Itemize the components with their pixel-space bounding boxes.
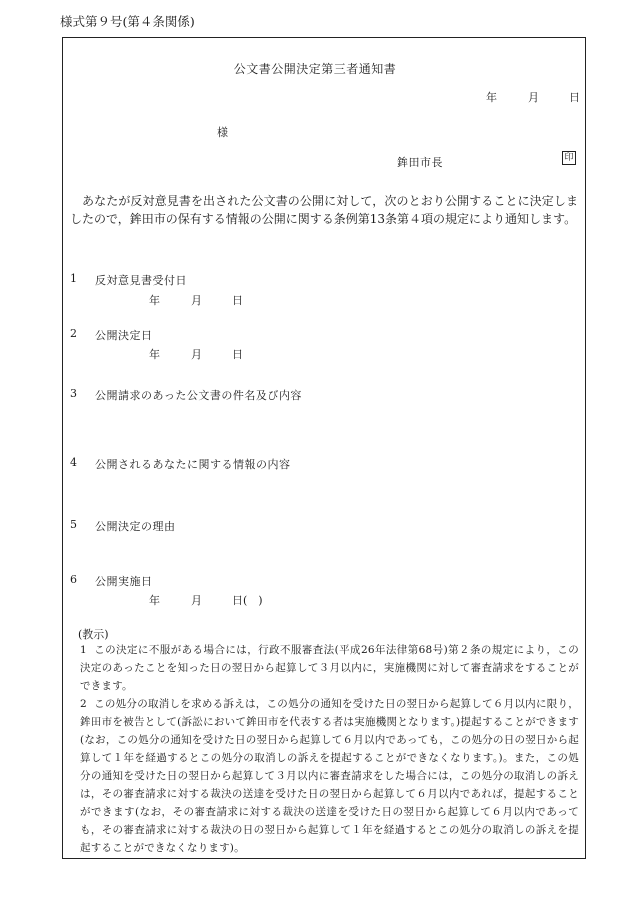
item-1-year: 年	[149, 294, 160, 307]
item-1-month: 月	[191, 294, 202, 307]
item-1-day: 日	[232, 294, 243, 307]
notice-text-1: この決定に不服がある場合には，行政不服審査法(平成26年法律第68号)第２条の規定により，この決定のあったことを知った日の翌日から起算して３月以内に，実施機関に対して審査請求をすることができます。	[80, 644, 579, 692]
item-number-2: 2	[70, 327, 77, 340]
date-month: 月	[528, 91, 539, 104]
item-label-1: 反対意見書受付日	[95, 274, 187, 287]
item-number-1: 1	[70, 272, 77, 285]
item-number-3: 3	[70, 387, 77, 400]
body-paragraph: あなたが反対意見書を出された公文書の公開に対して，次のとおり公開することに決定しましたので，鉾田市の保有する情報の公開に関する条例第13条第４項の規定により通知します。	[70, 194, 578, 226]
item-2-year: 年	[149, 348, 160, 361]
item-6-day: 日( )	[232, 594, 263, 607]
date-year: 年	[486, 91, 497, 104]
item-label-4: 公開されるあなたに関する情報の内容	[95, 458, 291, 471]
item-number-4: 4	[70, 456, 77, 469]
item-2-day: 日	[232, 348, 243, 361]
notice-entry-1	[80, 641, 579, 695]
date-day: 日	[569, 91, 580, 104]
item-number-6: 6	[70, 573, 77, 586]
item-label-2: 公開決定日	[95, 329, 153, 342]
document-title: 公文書公開決定第三者通知書	[233, 62, 397, 76]
form-number-label: 様式第９号(第４条関係)	[60, 14, 195, 29]
item-6-year: 年	[149, 594, 160, 607]
notice-number-1: 1	[80, 644, 87, 656]
item-2-month: 月	[191, 348, 202, 361]
seal-mark: 印	[562, 151, 576, 165]
item-number-5: 5	[70, 518, 77, 531]
sender-name: 鉾田市長	[397, 156, 443, 169]
item-6-month: 月	[191, 594, 202, 607]
item-label-5: 公開決定の理由	[95, 520, 176, 533]
item-label-6: 公開実施日	[95, 575, 153, 588]
notice-entry-2	[80, 695, 579, 857]
item-label-3: 公開請求のあった公文書の件名及び内容	[95, 389, 302, 402]
notice-text-2: この処分の取消しを求める訴えは，この処分の通知を受けた日の翌日から起算して６月以内に限り，鉾田市を被告として(訴訟において鉾田市を代表する者は実施機関となります。)提起することができます(なお，この処分の通知を受けた日の翌日から起算して６月以内であっても，この処分の日の翌日から起算して１年を経過するとこの処分の取消しの訴えを提起することができなくなります。)。また，この処分の通知を受けた日の翌日から起算して３月以内に審査請求をした場合には，この処分の取消しの訴えは，その審査請求に対する裁決の送達を受けた日の翌日から起算して６月以内であれば，提起することができます(なお，その審査請求に対する裁決の送達を受けた日の翌日から起算して６月以内であっても，その審査請求に対する裁決の日の翌日から起算して１年を経過するとこの処分の取消しの訴えを提起することができなくなります)。	[80, 698, 579, 854]
notice-label: (教示)	[78, 628, 109, 641]
addressee-suffix: 様	[217, 126, 228, 139]
notice-number-2: 2	[80, 698, 87, 710]
